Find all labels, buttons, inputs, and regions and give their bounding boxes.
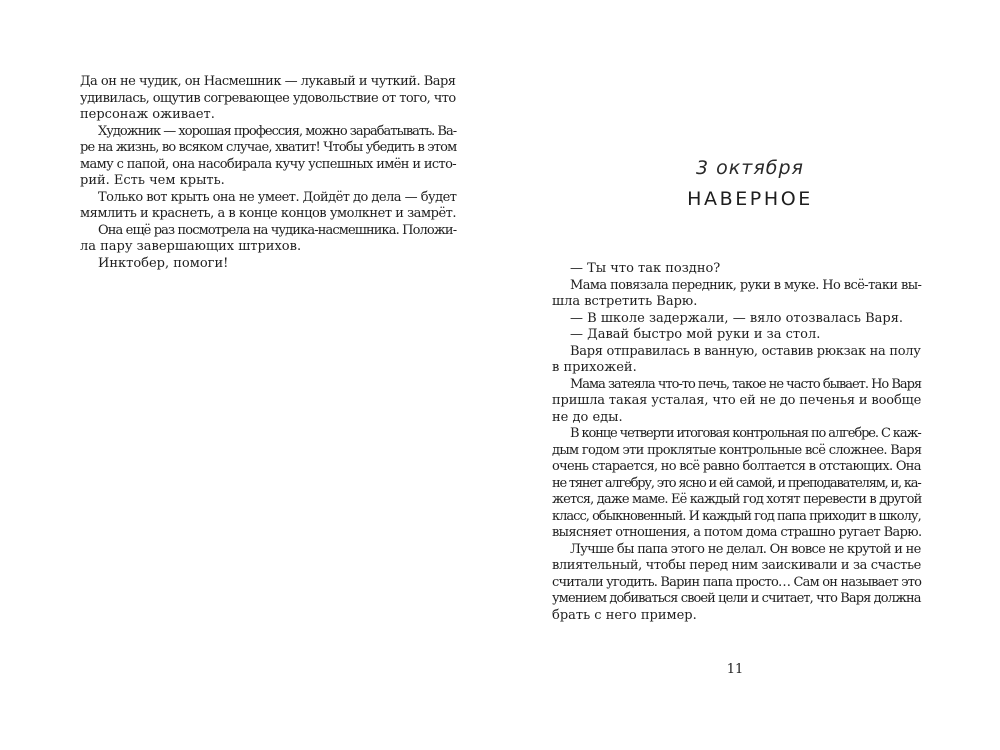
text-line: удивилась, ощутив согревающее удовольствие от того, что [80, 90, 456, 106]
text-line: класс, обыкновенный. И каждый год папа приходит в школу, [552, 508, 921, 524]
text-line: ре на жизнь, во всяком случае, хватит! Чтобы убедить в этом [80, 140, 457, 155]
text-line: рий. Есть чем крыть. [80, 173, 225, 188]
text-line: Мама повязала передник, руки в муке. Но всё-таки вы- [570, 277, 922, 293]
text-line: В конце четверти итоговая контрольная по алгебре. С каж- [570, 426, 921, 441]
right-page [500, 0, 1000, 750]
text-line: Только вот крыть она не умеет. Дойдёт до дела — будет [98, 189, 457, 205]
text-line: выясняет отношения, а потом дома страшно ругает Варю. [552, 525, 922, 540]
text-line: умением добиваться своей цели и считает, что Варя должна [552, 591, 921, 606]
right-page-text [552, 261, 921, 624]
text-line: маму с папой, она насобирала кучу успешных имён и исто- [80, 156, 457, 172]
text-line: Варя отправилась в ванную, оставив рюкзак на полу [570, 343, 921, 359]
text-line: мямлить и краснеть, а в конце концов умолкнет и замрёт. [80, 206, 457, 221]
page-number: 11 [726, 662, 744, 677]
chapter-date: 3 октября [696, 157, 804, 179]
text-line: Художник — хорошая профессия, можно зарабатывать. Ва- [98, 123, 457, 139]
text-line: ла пару завершающих штрихов. [80, 239, 302, 254]
text-line: Инктобер, помоги! [98, 255, 229, 271]
text-line: дым годом эти проклятые контрольные всё сложнее. Варя [552, 442, 922, 458]
text-line: очень старается, но всё равно болтается в отстающих. Она [552, 459, 921, 474]
text-line: брать с него пример. [552, 607, 697, 623]
text-line: в прихожей. [552, 360, 637, 375]
chapter-title: НАВЕРНОЕ [687, 188, 813, 210]
text-line: — В школе задержали, — вяло отозвалась Варя. [570, 310, 904, 326]
text-line: персонаж оживает. [80, 107, 215, 122]
text-line: — Ты что так поздно? [570, 261, 721, 276]
text-line: Да он не чудик, он Насмешник — лукавый и чуткий. Варя [80, 74, 456, 89]
text-line: Мама затеяла что-то печь, такое не часто бывает. Но Варя [570, 376, 922, 392]
text-line: — Давай быстро мой руки и за стол. [570, 327, 821, 342]
text-line: считали угодить. Варин папа просто… Сам он называет это [552, 574, 922, 590]
left-page-text [80, 74, 456, 272]
text-line: Лучше бы папа этого не делал. Он вовсе не крутой и не [570, 541, 921, 557]
text-line: Она ещё раз посмотрела на чудика-насмешника. Положи- [98, 222, 457, 238]
text-line: шла встретить Варю. [552, 294, 698, 309]
text-line: не тянет алгебру, это ясно и ей самой, и преподавателям, и, ка- [552, 475, 921, 491]
text-line: не до еды. [552, 409, 623, 425]
text-line: пришла такая усталая, что ей не до печенья и вообще [552, 393, 922, 408]
text-line: влиятельный, чтобы перед ним заискивали и за счастье [552, 558, 921, 573]
text-line: жется, даже маме. Её каждый год хотят перевести в другой [552, 492, 922, 507]
